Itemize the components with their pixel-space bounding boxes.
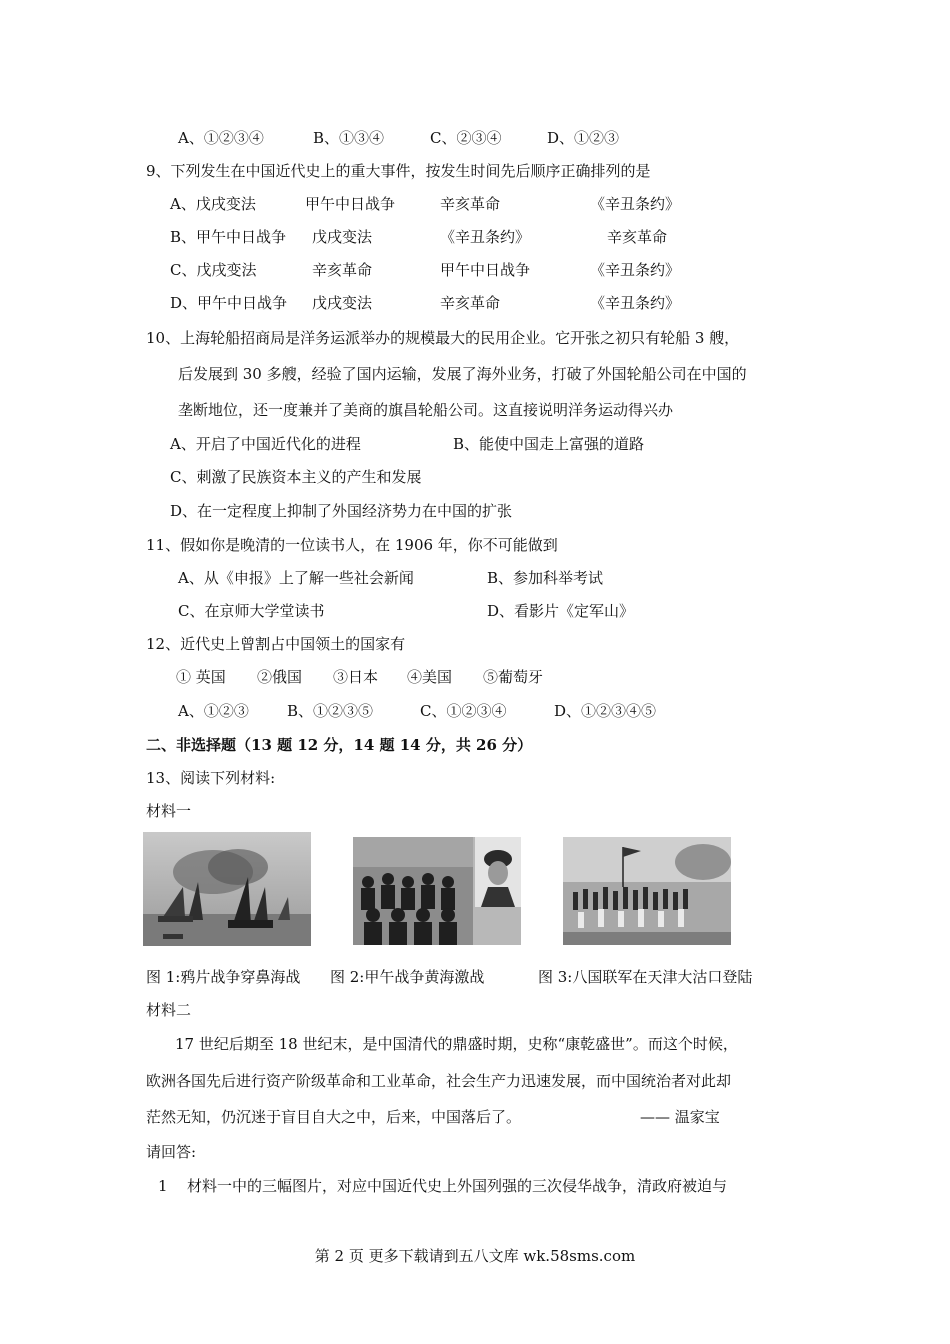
answer-prompt: 请回答:	[146, 1143, 197, 1161]
q11-option-d: D、看影片《定军山》	[487, 602, 635, 620]
subquestion-1-number: 1	[158, 1177, 168, 1195]
q9-a-2: 甲午中日战争	[305, 195, 396, 213]
q12-option-c: C、①②③④	[420, 702, 507, 720]
photo-opium-war-naval-battle	[143, 832, 311, 946]
q9-c-4: 《辛丑条约》	[590, 261, 681, 279]
q10-stem-line-1: 10、上海轮船招商局是洋务运派举办的规模最大的民用企业。它开张之初只有轮船 3 艘，	[146, 329, 740, 347]
q11-option-c: C、在京师大学堂读书	[178, 602, 325, 620]
q11-option-a: A、从《申报》上了解一些社会新闻	[178, 569, 414, 587]
q12-option-b: B、①②③⑤	[287, 702, 374, 720]
q9-b-2: 戊戌变法	[312, 228, 373, 246]
q8-option-c: C、②③④	[430, 129, 502, 147]
q9-stem: 9、下列发生在中国近代史上的重大事件，按发生时间先后顺序正确排列的是	[146, 162, 651, 180]
photo-eight-nation-alliance-landing	[563, 837, 731, 945]
q12-item-3: ③日本	[333, 668, 379, 686]
q10-stem-line-2: 后发展到 30 多艘，经验了国内运输，发展了海外业务，打破了外国轮船公司在中国的	[178, 365, 747, 383]
q9-d-3: 辛亥革命	[440, 294, 501, 312]
q8-option-b: B、①③④	[313, 129, 385, 147]
q10-option-b: B、能使中国走上富强的道路	[453, 435, 645, 453]
q11-stem: 11、假如你是晚清的一位读书人，在 1906 年，你不可能做到	[146, 536, 558, 554]
q9-c-3: 甲午中日战争	[440, 261, 531, 279]
q8-option-d: D、①②③	[547, 129, 620, 147]
q9-a-1: A、戊戌变法	[170, 195, 256, 213]
q12-option-d: D、①②③④⑤	[554, 702, 657, 720]
q8-option-a: A、①②③④	[178, 129, 264, 147]
q9-d-1: D、甲午中日战争	[170, 294, 288, 312]
q11-option-b: B、参加科举考试	[487, 569, 604, 587]
caption-figure-3: 图 3:八国联军在天津大沽口登陆	[538, 968, 753, 986]
q9-d-4: 《辛丑条约》	[590, 294, 681, 312]
q12-item-2: ②俄国	[257, 668, 303, 686]
q9-b-1: B、甲午中日战争	[170, 228, 287, 246]
subquestion-1-text: 材料一中的三幅图片，对应中国近代史上外国列强的三次侵华战争，清政府被迫与	[187, 1177, 728, 1195]
caption-figure-2: 图 2:甲午战争黄海激战	[330, 968, 485, 986]
q9-d-2: 戊戌变法	[312, 294, 373, 312]
material-2-line-1: 17 世纪后期至 18 世纪末，是中国清代的鼎盛时期，史称“康乾盛世”。而这个时候，	[175, 1035, 738, 1053]
q9-c-1: C、戊戌变法	[170, 261, 257, 279]
material-2-attribution: —— 温家宝	[640, 1108, 720, 1126]
q12-item-1: ① 英国	[176, 668, 226, 686]
q12-item-4: ④美国	[407, 668, 453, 686]
q9-a-3: 辛亥革命	[440, 195, 501, 213]
q10-option-c: C、刺激了民族资本主义的产生和发展	[170, 468, 422, 486]
material-1-label: 材料一	[146, 802, 192, 820]
caption-figure-1: 图 1:鸦片战争穿鼻海战	[146, 968, 301, 986]
material-2-line-3: 茫然无知，仍沉迷于盲目自大之中，后来，中国落后了。	[146, 1108, 522, 1126]
material-2-label: 材料二	[146, 1001, 192, 1019]
q9-c-2: 辛亥革命	[312, 261, 373, 279]
q13-stem: 13、阅读下列材料:	[146, 769, 276, 787]
q9-b-4: 辛亥革命	[607, 228, 668, 246]
material-2-line-2: 欧洲各国先后进行资产阶级革命和工业革命，社会生产力迅速发展，而中国统治者对此却	[146, 1072, 732, 1090]
q10-stem-line-3: 垄断地位，还一度兼并了美商的旗昌轮船公司。这直接说明洋务运动得兴办	[178, 401, 674, 419]
q12-option-a: A、①②③	[178, 702, 249, 720]
section-2-title: 二、非选择题（13 题 12 分，14 题 14 分，共 26 分）	[146, 736, 533, 754]
q9-a-4: 《辛丑条约》	[590, 195, 681, 213]
q10-option-d: D、在一定程度上抑制了外国经济势力在中国的扩张	[170, 502, 513, 520]
page-footer: 第 2 页 更多下载请到五八文库 wk.58sms.com	[314, 1247, 636, 1265]
q12-item-5: ⑤葡萄牙	[483, 668, 544, 686]
photo-sino-japanese-war	[353, 837, 521, 945]
q10-option-a: A、开启了中国近代化的进程	[170, 435, 361, 453]
q9-b-3: 《辛丑条约》	[440, 228, 531, 246]
q12-stem: 12、近代史上曾割占中国领土的国家有	[146, 635, 406, 653]
